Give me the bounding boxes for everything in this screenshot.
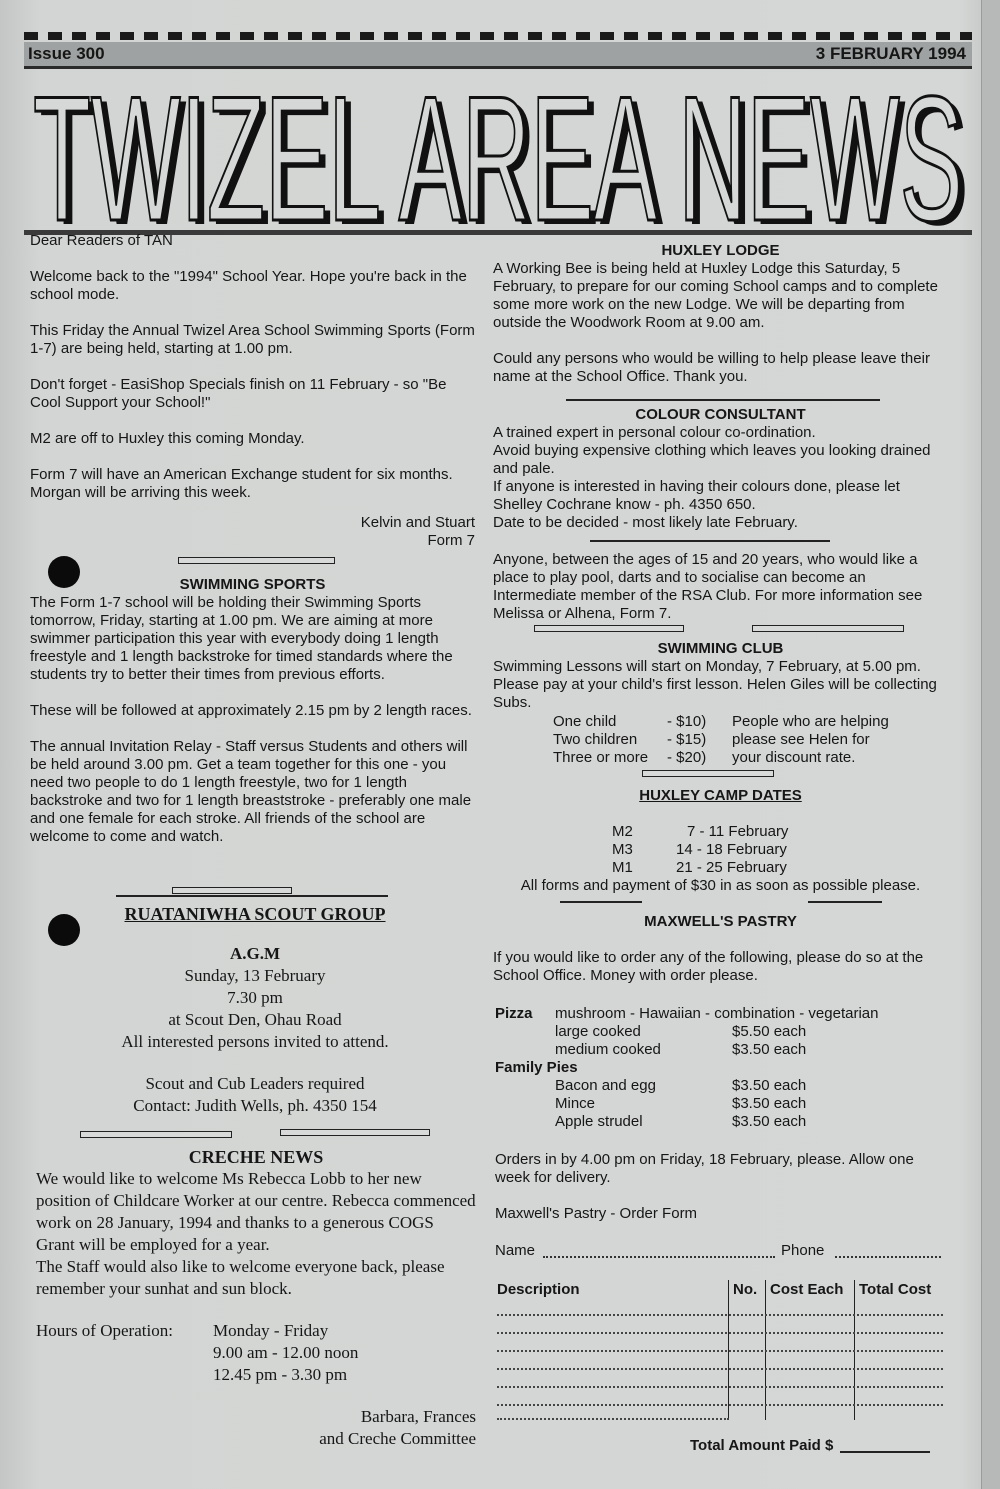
camp-group: M2 [612,823,633,840]
col-total-cost: Total Cost [859,1281,932,1298]
section-title: SWIMMING SPORTS [179,576,326,593]
agm-line: Contact: Judith Wells, ph. 4350 154 [133,1096,377,1115]
intro-signature: Kelvin and Stuart [360,514,475,531]
menu-price: $3.50 each [732,1077,807,1094]
menu-price: $5.50 each [732,1023,807,1040]
fee-who: Two children [553,731,638,748]
pastry-section [493,913,948,985]
hours-morning: 9.00 am - 12.00 noon [213,1343,359,1362]
camp-group: M3 [612,841,633,858]
page-edge [981,0,1000,1489]
agm-line: 7.30 pm [227,988,283,1007]
camp-dates: 21 - 25 February [676,859,787,876]
pizza-types: mushroom - Hawaiian - combination - vegetarian [555,1005,879,1022]
swimming-sports-section [30,576,475,846]
fee-table [553,713,953,769]
intro-paragraph: Don't forget - EasiShop Specials finish on 11 February - so "Be Cool Support your School!" [30,376,447,411]
fee-amount: - $15) [667,731,707,748]
hours-block [36,1320,476,1386]
hours-label: Hours of Operation: [36,1321,173,1340]
section-line: Avoid buying expensive clothing which leaves you looking drained and pale. [493,442,931,477]
menu-item: Mince [555,1095,596,1112]
intro-signature: Form 7 [427,532,475,549]
hours-days: Monday - Friday [213,1321,329,1340]
intro-paragraph: Form 7 will have an American Exchange student for six months. Morgan will be arriving this week. [30,466,453,501]
order-line[interactable] [497,1332,943,1334]
agm-line: at Scout Den, Ohau Road [168,1010,342,1029]
section-paragraph: The Staff would also like to welcome everyone back, please remember your sunhat and sun block. [36,1257,445,1298]
divider-line [752,625,904,632]
divider-line [80,1131,232,1138]
section-paragraph: If you would like to order any of the following, please do so at the School Office. Money with order please. [493,949,924,984]
order-line[interactable] [497,1368,943,1370]
order-line[interactable] [497,1314,943,1316]
divider-line [534,625,684,632]
swimming-club-section [493,640,948,712]
section-paragraph: Could any persons who would be willing to help please leave their name at the School Office. Thank you. [493,350,930,385]
divider-line [590,540,830,542]
creche-signature: and Creche Committee [319,1429,476,1448]
order-line[interactable] [497,1404,943,1406]
col-number: No. [733,1281,758,1298]
menu-item: medium cooked [555,1041,661,1058]
camp-note: All forms and payment of $30 in as soon as possible please. [520,877,921,894]
intro-paragraph: This Friday the Annual Twizel Area School Swimming Sports (Form 1-7) are being held, starting at 1.00 pm. [30,322,475,357]
order-line[interactable] [497,1386,943,1388]
section-title: HUXLEY LODGE [661,242,780,259]
scout-section [30,903,480,1117]
creche-signature: Barbara, Frances [360,1407,476,1426]
menu-item: Bacon and egg [555,1077,656,1094]
agm-line: Sunday, 13 February [184,966,326,985]
divider-line [172,887,292,894]
menu-price: $3.50 each [732,1113,807,1130]
camp-dates: 14 - 18 February [676,841,787,858]
masthead-header [24,32,972,232]
rsa-section [493,551,948,623]
fee-who: One child [553,713,617,730]
col-cost-each: Cost Each [770,1281,844,1298]
agm-heading: A.G.M [229,944,281,963]
agm-line: All interested persons invited to attend. [121,1032,389,1051]
intro-paragraph: M2 are off to Huxley this coming Monday. [30,430,305,447]
creche-section [36,1146,476,1450]
menu-price: $3.50 each [732,1095,807,1112]
issue-number: Issue 300 [28,44,105,63]
section-title: COLOUR CONSULTANT [635,406,806,423]
fee-note: your discount rate. [732,749,856,766]
intro-paragraph: Welcome back to the "1994" School Year. Hope you're back in the school mode. [30,268,467,303]
section-line: A trained expert in personal colour co-ordination. [493,424,816,441]
pizza-label: Pizza [495,1005,533,1022]
total-field[interactable] [840,1451,930,1453]
order-form-title: Maxwell's Pastry - Order Form [495,1205,698,1222]
agm-line: Scout and Cub Leaders required [145,1074,365,1093]
menu-price: $3.50 each [732,1041,807,1058]
section-title: MAXWELL'S PASTRY [644,913,797,930]
intro-section [30,232,475,550]
phone-field[interactable] [835,1256,941,1258]
fee-note: People who are helping [732,713,889,730]
total-row [690,1437,950,1455]
name-field[interactable] [543,1256,775,1258]
fee-amount: - $20) [667,749,707,766]
divider-line [178,557,335,564]
section-title: HUXLEY CAMP DATES [639,787,802,804]
camp-table [612,823,912,877]
pastry-menu [495,1005,945,1131]
section-paragraph: We would like to welcome Ms Rebecca Lobb to her new position of Childcare Worker at our centre. Rebecca commenced work on 28 January, 1994 and thanks to a generous COGS Grant will be employed for a year. [36,1169,476,1254]
divider-line [280,1129,430,1136]
masthead [24,70,972,235]
masthead-shadow: TWIZEL AREA NEWS [39,70,970,230]
issue-band [24,42,972,69]
menu-item: Apple strudel [555,1113,643,1130]
section-line: Date to be decided - most likely late February. [493,514,798,531]
col-description: Description [497,1281,580,1298]
total-label: Total Amount Paid $ [690,1437,834,1454]
hours-afternoon: 12.45 pm - 3.30 pm [213,1365,348,1384]
divider-line [808,901,882,903]
divider-line [116,895,388,897]
name-label: Name [495,1242,536,1259]
divider-line [642,770,774,777]
dashed-border [24,32,972,40]
issue-date: 3 FEBRUARY 1994 [815,44,966,63]
pies-label: Family Pies [495,1059,578,1076]
huxley-lodge-section [493,242,948,386]
section-paragraph: The annual Invitation Relay - Staff versus Students and others will be held around 3.00 pm. Get a team together for this one - you need two people to do 1 length freestyle, two for 1 length backstroke and two for 1 length breaststroke - preferably one male and one female for each stroke. All friends of the school are welcome to come and watch. [30,738,472,845]
camp-section [493,787,948,805]
order-line[interactable] [497,1418,729,1420]
section-paragraph: Swimming Lessons will start on Monday, 7 February, at 5.00 pm. Please pay at your child's first lesson. Helen Giles will be collecting Subs. [493,658,937,711]
greeting: Dear Readers of TAN [30,232,173,249]
section-paragraph: The Form 1-7 school will be holding their Swimming Sports tomorrow, Friday, starting at 1.00 pm. We are aiming at more swimmer participation this year with everybody doing 1 length freestyle and 1 length backstroke for timed standards where the students try to better their times from previous efforts. [30,594,453,683]
section-title: SWIMMING CLUB [657,640,784,657]
order-line[interactable] [497,1350,943,1352]
phone-label: Phone [781,1242,825,1259]
section-title: RUATANIWHA SCOUT GROUP [124,904,386,924]
divider-line [566,399,880,401]
fee-who: Three or more [553,749,649,766]
divider-line [560,901,642,903]
camp-dates: 7 - 11 February [687,823,789,840]
pastry-orders: Orders in by 4.00 pm on Friday, 18 February, please. Allow one week for delivery. [495,1151,914,1186]
section-line: If anyone is interested in having their colours done, please let Shelley Cochrane know - ph. 4350 650. [493,478,900,513]
section-paragraph: Anyone, between the ages of 15 and 20 years, who would like a place to play pool, darts and to socialise can become an Intermediate member of the RSA Club. For more information see Melissa or Alhena, Form 7. [493,551,923,622]
section-title: CRECHE NEWS [188,1147,324,1167]
colour-section [493,406,948,532]
masthead-title: TWIZEL AREA NEWS [33,70,964,230]
fee-note: please see Helen for [732,731,870,748]
camp-group: M1 [612,859,633,876]
order-form-name-row [495,1242,945,1262]
menu-item: large cooked [555,1023,641,1040]
order-table [497,1280,947,1420]
masthead-logo [24,70,972,230]
section-paragraph: A Working Bee is being held at Huxley Lodge this Saturday, 5 February, to prepare for our coming School camps and to complete some more work on the new Lodge. We will be departing from outside the Woodwork Room at 9.00 am. [493,260,938,331]
fee-amount: - $10) [667,713,707,730]
section-paragraph: These will be followed at approximately 2.15 pm by 2 length races. [30,702,472,719]
